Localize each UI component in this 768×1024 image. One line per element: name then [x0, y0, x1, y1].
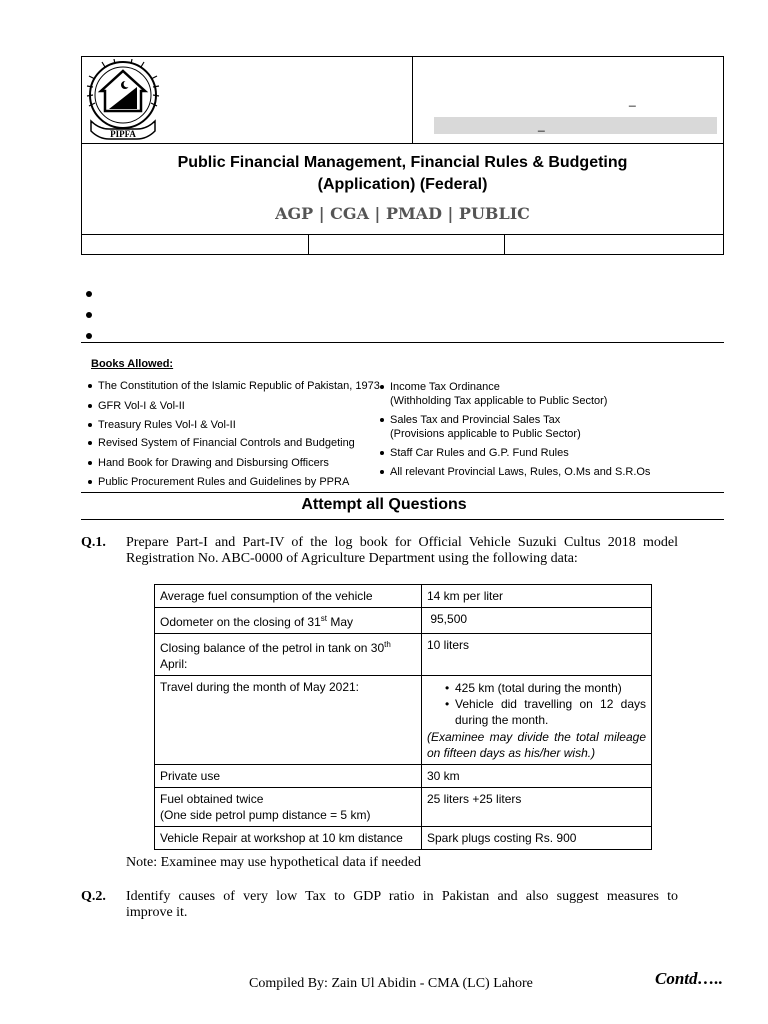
- travel-list: [427, 680, 646, 728]
- table-cell: 14 km per liter: [422, 585, 652, 608]
- logo-text: PIPFA: [110, 129, 136, 139]
- bullet-icon: [88, 480, 92, 484]
- bullet-icon: [88, 423, 92, 427]
- info-cell: [309, 235, 505, 255]
- table-cell: Odometer on the closing of 31st May: [155, 608, 422, 634]
- table-row: [155, 608, 652, 634]
- bullet-icon: [380, 470, 384, 474]
- table-row: [155, 585, 652, 608]
- table-cell: Average fuel consumption of the vehicle: [155, 585, 422, 608]
- header-dash: _: [629, 93, 636, 107]
- vehicle-data-table: [154, 584, 652, 850]
- bullet-icon: [86, 312, 92, 318]
- bullet-icon: [86, 333, 92, 339]
- paper-header: [81, 56, 724, 255]
- question-number: Q.1.: [81, 535, 106, 550]
- question-line: Registration No. ABC-0000 of Agriculture Department using the following data:: [126, 551, 578, 566]
- table-row: [155, 788, 652, 827]
- table-cell: Travel during the month of May 2021:: [155, 676, 422, 765]
- bullet-icon: [88, 461, 92, 465]
- header-right-cell: [414, 57, 723, 143]
- table-row: [155, 634, 652, 676]
- list-item: • 425 km (total during the month): [427, 680, 646, 696]
- hypothetical-note: Note: Examinee may use hypothetical data if needed: [126, 855, 422, 870]
- logo-cell: [82, 57, 413, 143]
- table-row: [155, 827, 652, 850]
- info-cell: [505, 235, 723, 255]
- header-top-row: [82, 57, 723, 144]
- question-2-text: [126, 889, 678, 921]
- paper-subjects: AGP | CGA | PMAD | PUBLIC: [275, 204, 530, 223]
- bullet-icon: [88, 384, 92, 388]
- table-row: [155, 765, 652, 788]
- header-gray-bar: [434, 117, 717, 134]
- bullet-icon: [380, 418, 384, 422]
- question-line: improve it.: [126, 905, 188, 920]
- bullet-icon: [88, 404, 92, 408]
- list-item: • Vehicle did travelling on 12 days during the month.: [427, 696, 646, 728]
- table-cell: [422, 676, 652, 765]
- pipfa-logo: [85, 59, 161, 141]
- bullet-icon: [380, 451, 384, 455]
- attempt-all-heading: Attempt all Questions: [301, 496, 467, 513]
- footer-compiled-by: Compiled By: Zain Ul Abidin - CMA (LC) Lahore: [249, 976, 533, 991]
- divider: [81, 519, 724, 520]
- books-left-list: The Constitution of the Islamic Republic of Pakistan, 1973 GFR Vol-I & Vol-II Treasury Rules Vol-I & Vol-II Revised System of Financial Controls and Budgeting Hand Book for Drawing and Disbursing Officers Public Procurement Rules and Guidelines by PPRA: [88, 380, 378, 490]
- examinee-note: (Examinee may divide the total mileage on fifteen days as his/her wish.): [427, 730, 646, 760]
- paper-title-line2: (Application) (Federal): [317, 176, 488, 193]
- table-cell: Private use: [155, 765, 422, 788]
- table-cell: Fuel obtained twice (One side petrol pump distance = 5 km): [155, 788, 422, 827]
- table-cell: Vehicle Repair at workshop at 10 km distance: [155, 827, 422, 850]
- table-cell: 95,500: [422, 608, 652, 634]
- question-line: Identify causes of very low Tax to GDP ratio in Pakistan and also suggest measures to: [126, 889, 678, 904]
- info-cell: [82, 235, 309, 255]
- table-cell: 25 liters +25 liters: [422, 788, 652, 827]
- books-allowed-heading: Books Allowed:: [91, 358, 174, 370]
- table-row: [155, 676, 652, 765]
- divider: [81, 342, 724, 343]
- question-number: Q.2.: [81, 889, 106, 904]
- divider: [81, 492, 724, 493]
- bullet-icon: [88, 441, 92, 445]
- header-bar-dash: _: [538, 118, 545, 132]
- question-1-text: [126, 535, 678, 567]
- table-cell: 30 km: [422, 765, 652, 788]
- paper-title-line1: Public Financial Management, Financial Rules & Budgeting: [177, 154, 628, 171]
- books-right-list: Income Tax Ordinance (Withholding Tax applicable to Public Sector) Sales Tax and Provincial Sales Tax (Provisions applicable to Public Sector) Staff Car Rules and G.P. Fund Rules All relevant Provincial Laws, Rules, O.Ms and S.R.Os: [380, 381, 710, 481]
- header-info-row: [82, 234, 723, 254]
- bullet-icon: [86, 291, 92, 297]
- continued-label: Contd…..: [655, 969, 724, 988]
- bullet-icon: [380, 385, 384, 389]
- table-cell: Closing balance of the petrol in tank on 30th April:: [155, 634, 422, 676]
- title-area: [82, 145, 723, 234]
- question-line: Prepare Part-I and Part-IV of the log book for Official Vehicle Suzuki Cultus 2018 model: [126, 535, 678, 550]
- table-cell: 10 liters: [422, 634, 652, 676]
- table-cell: Spark plugs costing Rs. 900: [422, 827, 652, 850]
